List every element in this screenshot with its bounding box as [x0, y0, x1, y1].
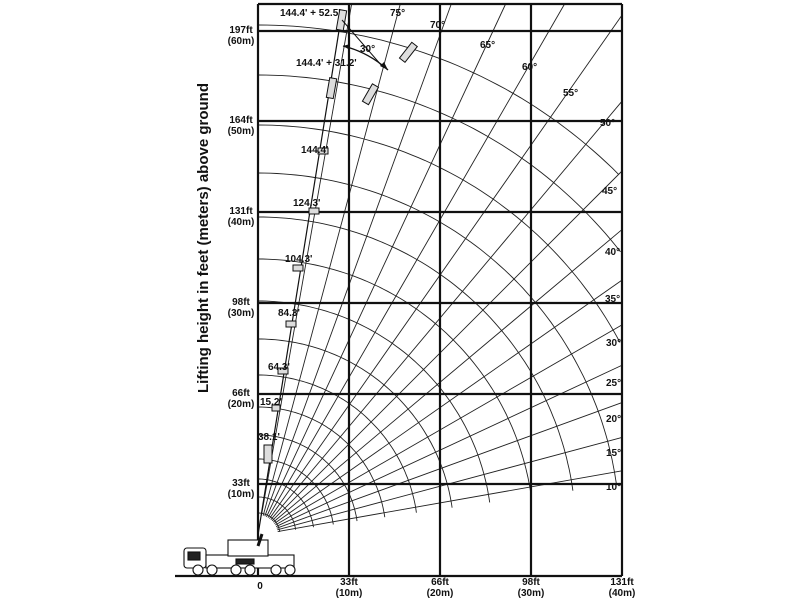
angle-label-60: 60°: [522, 62, 538, 73]
y-tick-label: (10m): [227, 489, 255, 500]
working-range-arc: [258, 407, 385, 517]
chart-title: Lifting height in feet (meters) above ground: [195, 82, 212, 394]
boom-angle-ray: [268, 4, 565, 518]
y-tick-label: (60m): [227, 36, 255, 47]
y-tick-label: (40m): [227, 217, 255, 228]
working-range-arc: [258, 259, 531, 497]
boom-length-label: 84.3': [278, 308, 300, 319]
angle-label-30: 30°: [606, 338, 622, 349]
boom-length-label: 144.4': [301, 145, 329, 156]
boom-length-label: 104.3': [285, 254, 313, 265]
angle-label-20: 20°: [606, 414, 622, 425]
jib-offset-label: 30°: [360, 44, 376, 55]
angle-label-50: 50°: [600, 118, 616, 129]
boom-angle-ray: [278, 471, 622, 532]
boom-length-label: 38.1': [258, 432, 280, 443]
angle-label-10: 10°: [606, 482, 622, 493]
x-origin-label: 0: [257, 581, 263, 592]
boom-angle-ray: [276, 365, 622, 526]
x-tick-label: (30m): [517, 588, 545, 599]
boom-angle-ray: [272, 171, 622, 521]
y-tick-label: 98ft: [232, 297, 250, 308]
x-tick-label: 98ft: [522, 577, 540, 588]
angle-label-75: 75°: [390, 8, 406, 19]
boom-angle-labels: [390, 8, 621, 493]
working-range-arc: [258, 301, 490, 502]
boom-angle-rays: [261, 4, 622, 532]
crane-truck-icon: [184, 534, 295, 575]
boom-length-label: 15.2': [260, 397, 282, 408]
working-range-arc: [258, 375, 416, 513]
y-tick-label: 164ft: [229, 115, 253, 126]
y-tick-label: (30m): [227, 308, 255, 319]
y-tick-label: 33ft: [232, 478, 250, 489]
y-tick-label: 66ft: [232, 388, 250, 399]
y-tick-label: (50m): [227, 126, 255, 137]
y-tick-label: (20m): [227, 399, 255, 410]
y-tick-label: 131ft: [229, 206, 253, 217]
y-tick-label: 197ft: [229, 25, 253, 36]
y-axis-labels: [228, 25, 255, 500]
boom-silhouettes: [258, 10, 417, 535]
boom-length-label: 144.4' + 31.2': [296, 58, 357, 69]
x-tick-label: (40m): [608, 588, 636, 599]
x-tick-label: (20m): [426, 588, 454, 599]
x-tick-label: (10m): [335, 588, 363, 599]
angle-label-55: 55°: [563, 88, 579, 99]
angle-label-70: 70°: [430, 20, 446, 31]
angle-label-35: 35°: [605, 294, 621, 305]
x-tick-label: 66ft: [431, 577, 449, 588]
boom-angle-ray: [273, 230, 622, 523]
angle-label-15: 15°: [606, 448, 622, 459]
boom-angle-ray: [277, 403, 622, 529]
boom-length-label: 64.3': [268, 362, 290, 373]
angle-label-25: 25°: [606, 378, 622, 389]
x-axis-labels: [257, 577, 635, 599]
x-tick-label: 33ft: [340, 577, 358, 588]
angle-label-45: 45°: [602, 186, 618, 197]
x-tick-label: 131ft: [610, 577, 634, 588]
working-range-arc: [258, 173, 617, 485]
boom-angle-ray: [275, 325, 622, 525]
angle-label-65: 65°: [480, 40, 496, 51]
boom-length-label: 144.4' + 52.5': [280, 8, 341, 19]
boom-length-label: 124.3': [293, 198, 321, 209]
angle-label-40: 40°: [605, 247, 621, 258]
